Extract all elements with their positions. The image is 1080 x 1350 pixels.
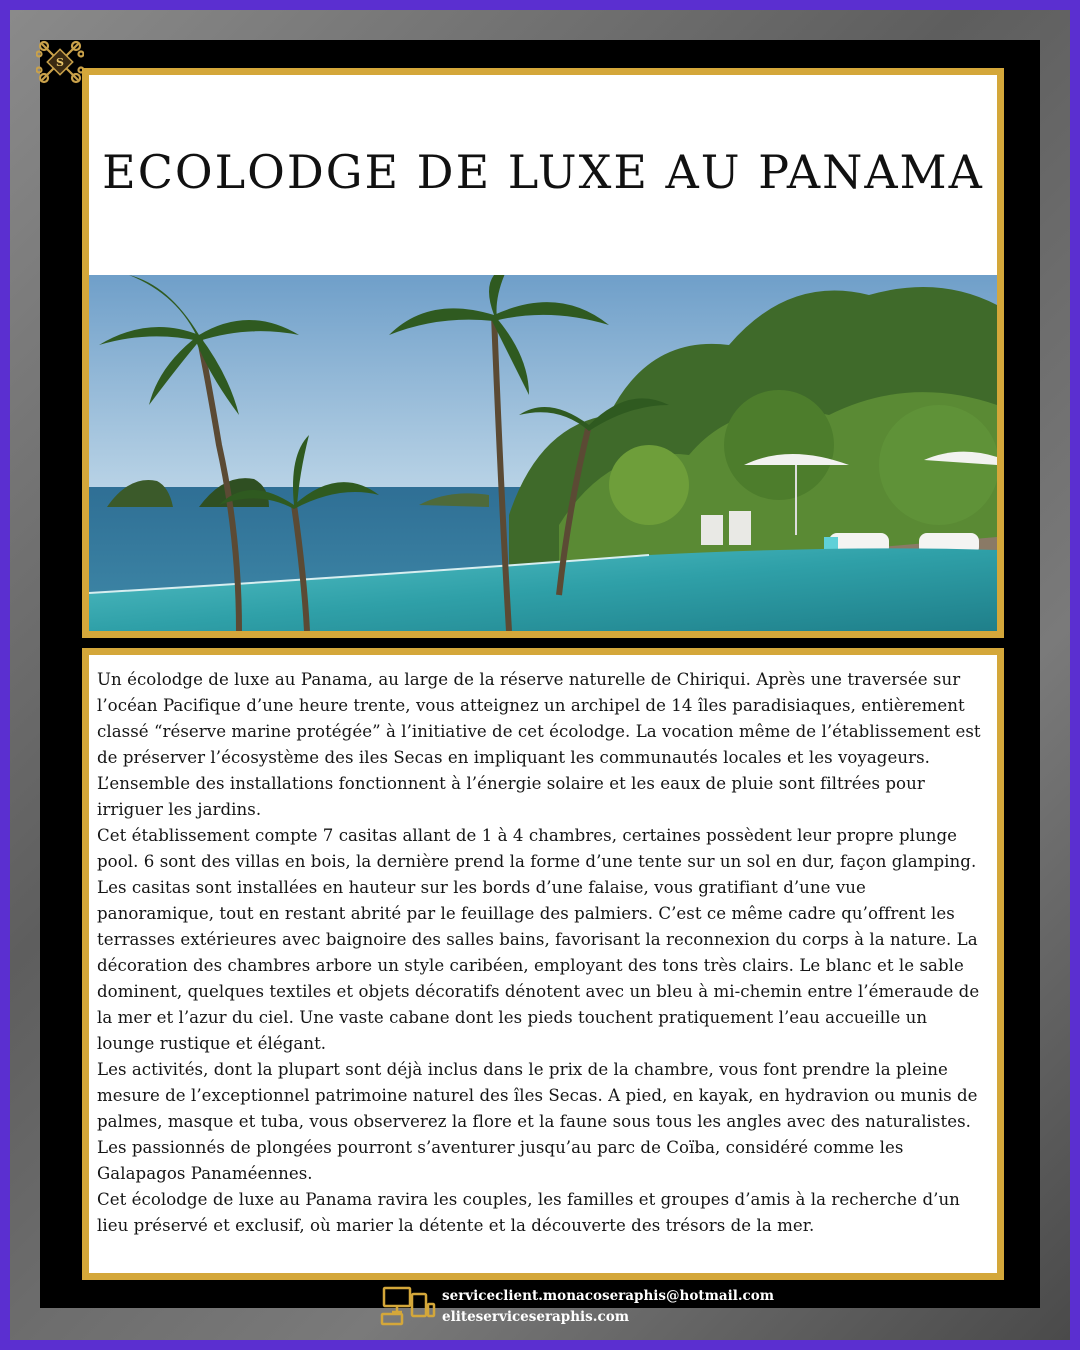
title-card bbox=[82, 68, 1004, 638]
article-paragraph: Cet écolodge de luxe au Panama ravira les couples, les familles et groupes d’amis à la recherche d’un lieu préservé et exclusif, où marier la détente et la découverte des trésors de la mer. bbox=[97, 1190, 960, 1235]
article-paragraph: Un écolodge de luxe au Panama, au large de la réserve naturelle de Chiriqui. Après une traversée sur l’océan Pacifique d’une heure trente, vous atteignez un archipel de 14 îles paradisiaques, entièrement classé “réserve marine protégée” à l’initiative de cet écolodge. La vocation même de l’établissement est de préserver l’écosystème des iles Secas en impliquant les communautés locales et les voyageurs. L’ensemble des installations fonctionnent à l’énergie solaire et les eaux de pluie sont filtrées pour irriguer les jardins. bbox=[97, 670, 981, 819]
contact-info bbox=[442, 1286, 774, 1328]
logo-letter: S bbox=[56, 56, 64, 69]
contact-website[interactable]: eliteserviceseraphis.com bbox=[442, 1309, 629, 1325]
contact-email[interactable]: serviceclient.monacoseraphis@hotmail.com bbox=[442, 1288, 775, 1304]
devices-icon bbox=[380, 1286, 436, 1326]
article-paragraph: Les activités, dont la plupart sont déjà inclus dans le prix de la chambre, vous font prendre la pleine mesure de l’exceptionnel patrimoine naturel des îles Secas. A pied, en kayak, en hydravion ou munis de palmes, masque et tuba, vous observerez la flore et la faune sous tous les angles avec des naturalistes. Les passionnés de plongées pourront s’aventurer jusqu’au parc de Coïba, considéré comme les Galapagos Panaméennes. bbox=[97, 1060, 978, 1183]
brand-logo-icon bbox=[36, 38, 84, 86]
contact-footer bbox=[380, 1284, 800, 1334]
article-paragraph: Cet établissement compte 7 casitas allant de 1 à 4 chambres, certaines possèdent leur propre plunge pool. 6 sont des villas en bois, la dernière prend la forme d’une tente sur un sol en dur, façon glamping. Les casitas sont installées en hauteur sur les bords d’une falaise, vous gratifiant d’une vue panoramique, tout en restant abrité par le feuillage des palmiers. C’est ce même cadre qu’offrent les terrasses extérieures avec baignoire des salles bains, favorisant la reconnexion du corps à la nature. La décoration des chambres arbore un style caribéen, employant des tons très clairs. Le blanc et le sable dominent, quelques textiles et objets décoratifs dénotent avec un bleu à mi-chemin entre l’émeraude de la mer et l’azur du ciel. Une vaste cabane dont les pieds touchent pratiquement l’eau accueille un lounge rustique et élégant. bbox=[97, 826, 980, 1053]
article-card bbox=[82, 648, 1004, 1280]
tropical-pool-photo bbox=[89, 275, 997, 631]
page-title: ECOLODGE DE LUXE AU PANAMA bbox=[102, 145, 984, 199]
